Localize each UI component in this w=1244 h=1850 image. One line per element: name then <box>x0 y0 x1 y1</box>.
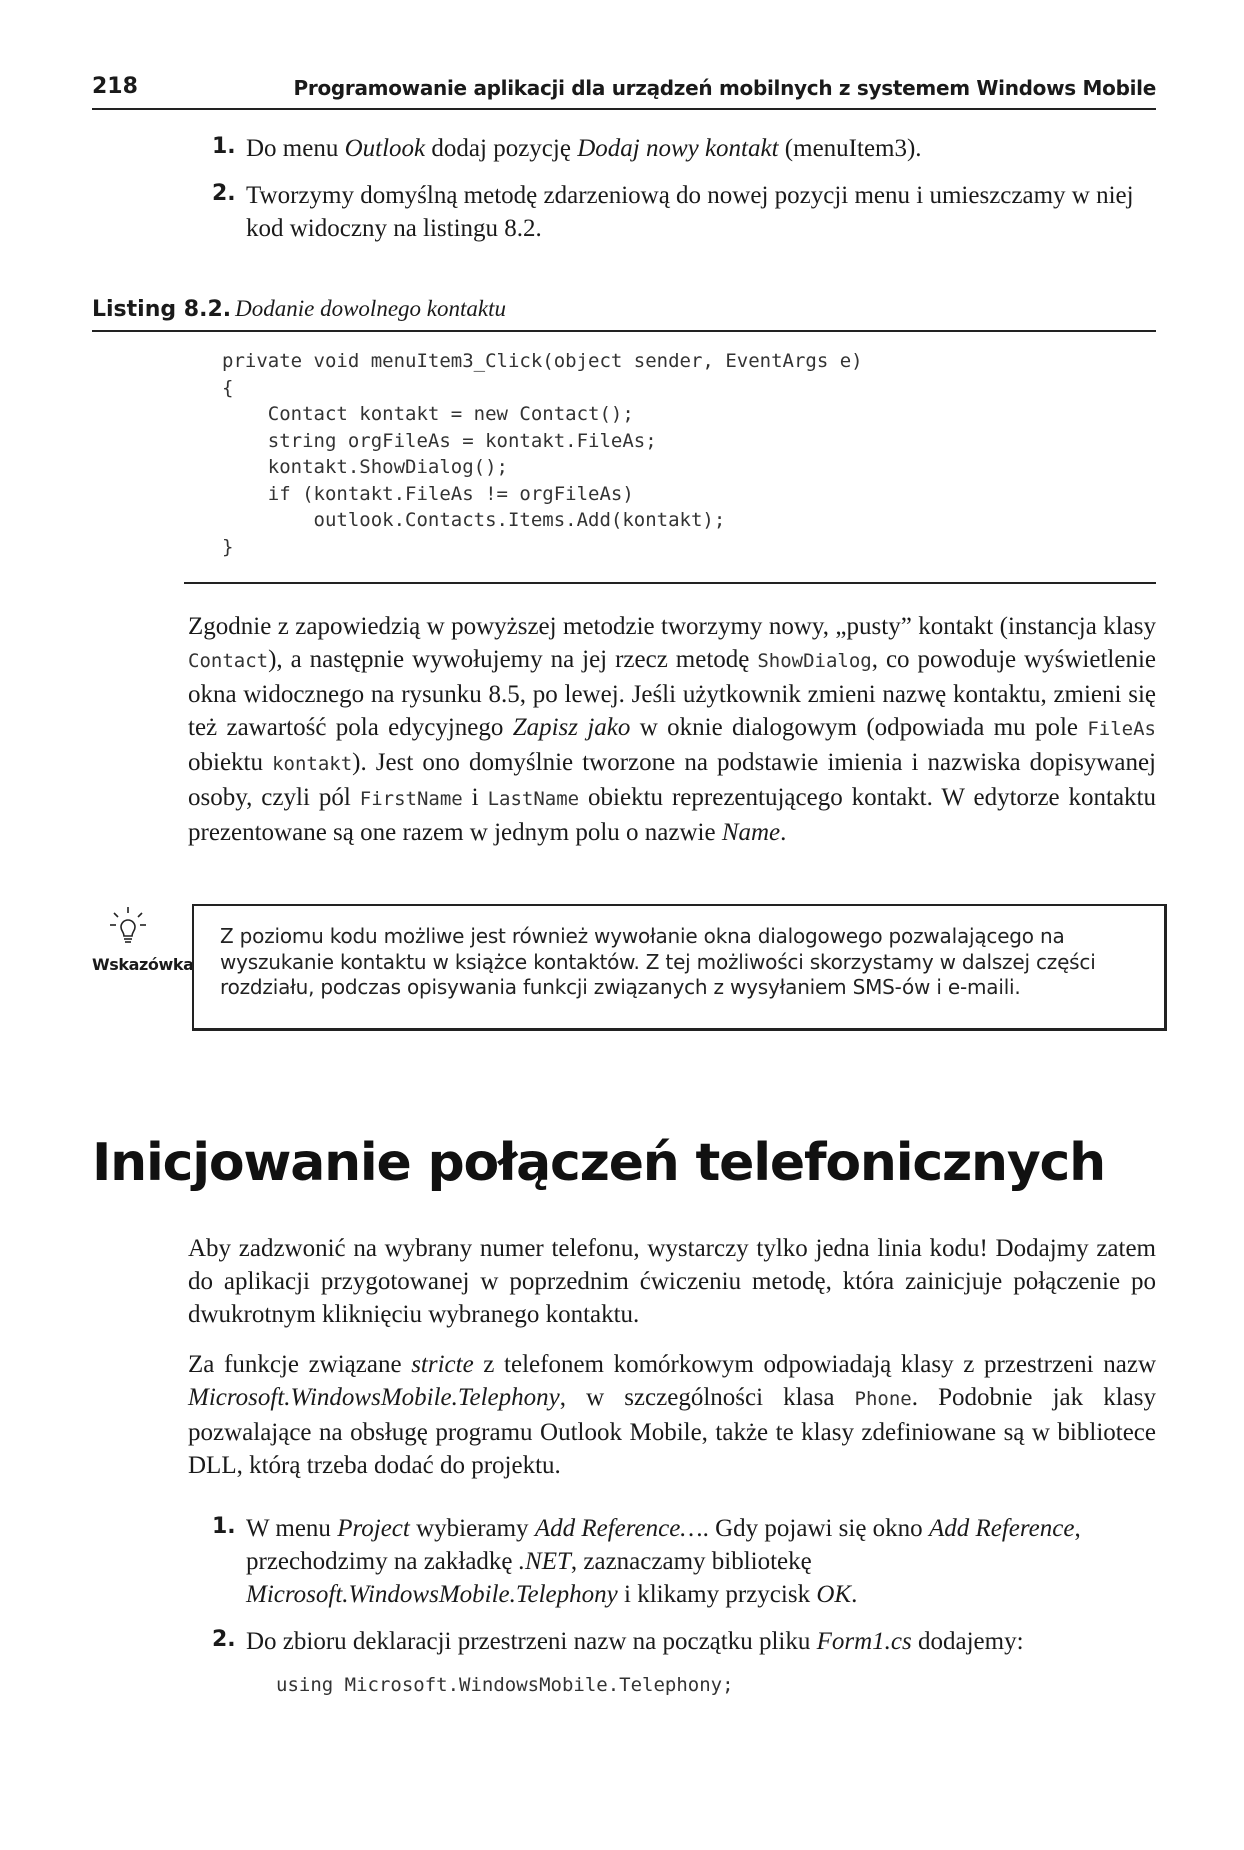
list-item-number: 1. <box>212 134 236 159</box>
text-run: Tworzymy domyślną metodę zdarzeniową do nowej pozycji menu i umieszczamy w niej kod widoczny na listingu 8.2. <box>246 182 1134 242</box>
code-run: menuItem3 <box>793 135 907 162</box>
page-number: 218 <box>92 74 138 99</box>
text-run: . Podobnie jak klasy pozwalające na obsługę programu Outlook Mobile, także te klasy zdefiniowane są w bibliotece DLL, którą trzeba dodać do projektu. <box>188 1384 1156 1479</box>
paragraph-contact-dialog <box>188 610 1156 849</box>
paragraph-intro-calls <box>188 1232 1156 1331</box>
text-run: Zgodnie z zapowiedzią w powyższej metodzie tworzymy nowy, „pusty” kontakt (instancja klasy <box>188 613 1156 640</box>
code-listing: private void menuItem3_Click(object sender, EventArgs e) { Contact kontakt = new Contact(); string orgFileAs = kontakt.FileAs; kontakt.ShowDialog(); if (kontakt.FileAs != orgFileAs) outlook.Contacts.Items.Add(kontakt); } <box>222 350 863 558</box>
text-run: ( <box>778 135 794 162</box>
text-run: z telefonem komórkowym odpowiadają klasy z przestrzeni nazw <box>473 1351 1156 1378</box>
italic-run: Outlook <box>344 135 426 162</box>
steps-list-2 <box>212 1512 1158 1672</box>
code-run: LastName <box>487 788 580 810</box>
tip-text: Z poziomu kodu możliwe jest również wywołanie okna dialogowego pozwalającego na wyszukanie kontaktu w książce kontaktów. Z tej możliwości skorzystamy w dalszej części rozdziału, podczas opisywania funkcji związanych z wysyłaniem SMS-ów i e-maili. <box>220 924 1096 999</box>
italic-run: Zapisz jako <box>512 714 631 741</box>
text-run: . <box>780 819 787 846</box>
text-run: , przechodzimy na zakładkę <box>246 1515 1081 1575</box>
text-run: dodaj pozycję <box>425 135 578 162</box>
text-run: i <box>462 784 488 811</box>
italic-run: Name <box>721 819 781 846</box>
text-run: Do menu <box>246 135 345 162</box>
running-header <box>92 74 1156 110</box>
list-item-text <box>246 182 1134 242</box>
list-item-number: 1. <box>212 1514 236 1539</box>
list-item-number: 2. <box>212 181 236 206</box>
running-title: Programowanie aplikacji dla urządzeń mobilnych z systemem Windows Mobile <box>293 76 1156 100</box>
text-run: wybieramy <box>409 1515 535 1542</box>
code-run: FileAs <box>1087 718 1156 740</box>
listing-end-rule <box>184 582 1156 584</box>
text-run: , w szczególności klasa <box>559 1384 855 1411</box>
tip-box <box>192 904 1167 1031</box>
italic-run: Project <box>337 1515 410 1542</box>
list-item <box>212 179 1158 245</box>
list-item-number: 2. <box>212 1627 236 1652</box>
list-item-text <box>246 1515 1081 1608</box>
section-heading: Inicjowanie połączeń telefonicznych <box>92 1133 1105 1193</box>
text-run: w oknie dialogowym (odpowiada mu pole <box>630 714 1088 741</box>
lightbulb-icon <box>108 905 148 945</box>
text-run: obiektu <box>188 749 273 776</box>
italic-run: Microsoft.WindowsMobile.Telephony <box>188 1384 560 1411</box>
list-item <box>212 1512 1158 1611</box>
italic-run: stricte <box>411 1351 474 1378</box>
list-item-text <box>246 135 922 162</box>
using-directive: using Microsoft.WindowsMobile.Telephony; <box>276 1674 734 1696</box>
italic-run: Add Reference… <box>534 1515 703 1542</box>
listing-label: Listing 8.2. <box>92 297 232 322</box>
text-run: . Gdy pojawi się okno <box>702 1515 929 1542</box>
paragraph-telephony-namespace <box>188 1348 1156 1482</box>
listing-caption <box>92 296 1156 332</box>
text-run: Do zbioru deklaracji przestrzeni nazw na początku pliku <box>246 1628 817 1655</box>
list-item-text <box>246 1628 1024 1655</box>
italic-run: .NET <box>518 1548 571 1575</box>
italic-run: OK <box>816 1581 852 1608</box>
text-run: ), a następnie wywołujemy na jej rzecz metodę <box>268 646 758 673</box>
text-run: i klikamy przycisk <box>617 1581 817 1608</box>
code-run: Contact <box>188 650 269 672</box>
text-run: , co powoduje wyświetlenie okna widocznego na rysunku 8.5, po lewej. Jeśli użytkownik zmieni nazwę kontaktu, zmieni się też zawartość pola edycyjnego <box>188 646 1156 741</box>
text-run: dodajemy: <box>911 1628 1024 1655</box>
text-run: ). <box>906 135 922 162</box>
italic-run: Add Reference <box>928 1515 1075 1542</box>
listing-title: Dodanie dowolnego kontaktu <box>235 296 506 321</box>
text-run: obiektu reprezentującego kontakt. W edytorze kontaktu prezentowane są one razem w jednym polu o nazwie <box>188 784 1156 846</box>
text-run: W menu <box>246 1515 338 1542</box>
text-run: , zaznaczamy bibliotekę <box>570 1548 812 1575</box>
code-run: Phone <box>854 1388 912 1410</box>
text-run: . <box>851 1581 858 1608</box>
italic-run: Microsoft.WindowsMobile.Telephony <box>246 1581 618 1608</box>
text-run: Za funkcje związane <box>188 1351 412 1378</box>
code-run: FirstName <box>359 788 463 810</box>
italic-run: Form1.cs <box>816 1628 912 1655</box>
tip-label: Wskazówka <box>92 955 194 974</box>
code-run: ShowDialog <box>757 650 872 672</box>
list-item <box>212 132 1158 165</box>
code-run: kontakt <box>272 753 353 775</box>
steps-list-1 <box>212 132 1158 259</box>
text-run: Aby zadzwonić na wybrany numer telefonu, wystarczy tylko jedna linia kodu! Dodajmy zatem do aplikacji przygotowanej w poprzednim ćwiczeniu metodę, która zainicjuje połączenie po dwukrotnym kliknięciu wybranego kontaktu. <box>188 1235 1156 1328</box>
list-item <box>212 1625 1158 1658</box>
text-run: ). Jest ono domyślnie tworzone na podstawie imienia i nazwiska dopisywanej osoby, czyli pól <box>188 749 1156 811</box>
italic-run: Dodaj nowy kontakt <box>577 135 779 162</box>
